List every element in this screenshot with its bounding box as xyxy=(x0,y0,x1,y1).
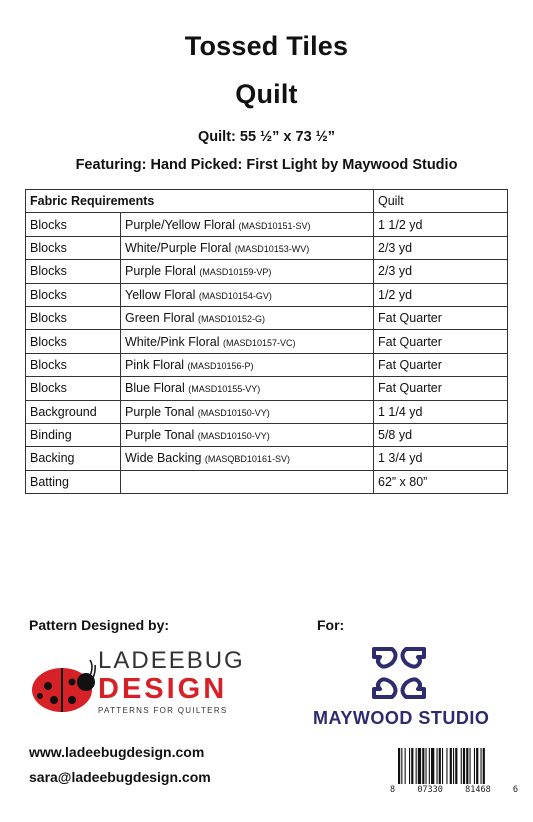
header-quilt: Quilt xyxy=(374,190,508,213)
fabric-quantity-cell: 1/2 yd xyxy=(374,283,508,306)
fabric-quantity-cell: 2/3 yd xyxy=(374,260,508,283)
fabric-name-cell xyxy=(121,330,374,353)
barcode-bar xyxy=(401,748,402,784)
fabric-use-cell: Blocks xyxy=(26,353,121,376)
barcode-digits xyxy=(390,785,518,795)
fabric-quantity-cell: Fat Quarter xyxy=(374,377,508,400)
fabric-code: (MASD10155-VY) xyxy=(188,384,261,395)
barcode-bar xyxy=(431,748,434,784)
fabric-quantity-cell: 1 1/4 yd xyxy=(374,400,508,423)
fabric-use-cell: Blocks xyxy=(26,260,121,283)
fabric-name: White/Pink Floral xyxy=(125,334,220,349)
fabric-use-cell: Batting xyxy=(26,470,121,493)
fabric-code: (MASD10154-GV) xyxy=(198,290,272,301)
fabric-code: (MASD10156-P) xyxy=(187,360,254,371)
fabric-use-cell: Backing xyxy=(26,447,121,470)
table-row xyxy=(26,423,508,446)
fabric-code: (MASD10157-VC) xyxy=(222,337,296,348)
header-fabric-requirements: Fabric Requirements xyxy=(26,190,374,213)
logo-word-design: DESIGN xyxy=(98,673,228,705)
fabric-quantity-cell: 5/8 yd xyxy=(374,423,508,446)
email-link[interactable]: sara@ladeebugdesign.com xyxy=(29,769,211,785)
fabric-name: Wide Backing xyxy=(125,451,202,466)
barcode-bar xyxy=(422,748,424,784)
logo-tagline: PATTERNS FOR QUILTERS xyxy=(98,706,228,715)
barcode-bar xyxy=(439,748,441,784)
table-row xyxy=(26,283,508,306)
fabric-name-cell xyxy=(121,423,374,446)
fabric-name: Purple/Yellow Floral xyxy=(125,217,236,232)
fabric-use-cell: Background xyxy=(26,400,121,423)
barcode-bar xyxy=(409,748,410,784)
fabric-use-cell: Binding xyxy=(26,423,121,446)
fabric-code: (MASD10159-VP) xyxy=(199,267,272,278)
barcode-bar xyxy=(453,748,454,784)
fabric-name-cell xyxy=(121,447,374,470)
fabric-name: Pink Floral xyxy=(125,357,185,372)
fabric-name-cell xyxy=(121,260,374,283)
fabric-quantity-cell: 62” x 80” xyxy=(374,470,508,493)
barcode-bar xyxy=(426,748,427,784)
fabric-use-cell: Blocks xyxy=(26,236,121,259)
table-row xyxy=(26,470,508,493)
fabric-quantity-cell: Fat Quarter xyxy=(374,353,508,376)
barcode-digit-group: 81468 xyxy=(465,785,491,795)
fabric-use-cell: Blocks xyxy=(26,377,121,400)
fabric-name: Green Floral xyxy=(125,311,195,326)
quilt-size: Quilt: 55 ½” x 73 ½” xyxy=(198,129,335,145)
fabric-use-cell: Blocks xyxy=(26,330,121,353)
maywood-studio-icon xyxy=(370,645,428,701)
featuring-line: Featuring: Hand Picked: First Light by Maywood Studio xyxy=(75,157,458,173)
barcode-bar xyxy=(481,748,482,784)
table-header-row xyxy=(26,190,508,213)
table-row xyxy=(26,330,508,353)
barcode-bar xyxy=(416,748,417,784)
barcode-digit-group: 6 xyxy=(512,785,518,795)
barcode-bar xyxy=(476,748,478,784)
fabric-name-cell xyxy=(121,306,374,329)
logo-word-ladeebug: LADEEBUG xyxy=(98,647,245,674)
fabric-code: (MASQBD10161-SV) xyxy=(204,454,290,465)
table-row xyxy=(26,377,508,400)
table-row xyxy=(26,260,508,283)
fabric-name-cell xyxy=(121,400,374,423)
fabric-name-cell xyxy=(121,353,374,376)
pattern-title: Tossed Tiles xyxy=(184,31,349,61)
fabric-name: Yellow Floral xyxy=(125,287,196,302)
barcode-bar xyxy=(463,748,465,784)
ladybug-icon xyxy=(28,656,96,716)
fabric-code: (MASD10151-SV) xyxy=(238,220,311,231)
fabric-name: Blue Floral xyxy=(125,381,185,396)
table-row xyxy=(26,447,508,470)
barcode-bar xyxy=(398,748,400,784)
table-row xyxy=(26,353,508,376)
for-label: For: xyxy=(317,617,345,633)
fabric-name: Purple Floral xyxy=(125,264,196,279)
website-link[interactable]: www.ladeebugdesign.com xyxy=(29,744,205,760)
barcode-bar xyxy=(461,748,462,784)
fabric-use-cell: Blocks xyxy=(26,283,121,306)
barcode-digit-group: 07330 xyxy=(417,785,443,795)
barcode-bar xyxy=(483,748,485,784)
fabric-name: White/Purple Floral xyxy=(125,240,232,255)
fabric-name-cell xyxy=(121,377,374,400)
fabric-quantity-cell: 1 3/4 yd xyxy=(374,447,508,470)
fabric-name: Purple Tonal xyxy=(125,404,195,419)
barcode-bar xyxy=(450,748,452,784)
fabric-code: (MASD10153-WV) xyxy=(234,243,310,254)
fabric-requirements-table xyxy=(25,189,508,494)
barcode-bar xyxy=(418,748,421,784)
barcode-digit-group: 8 xyxy=(390,785,396,795)
fabric-name-cell xyxy=(121,470,374,493)
fabric-quantity-cell: Fat Quarter xyxy=(374,330,508,353)
table-row xyxy=(26,400,508,423)
barcode-bar xyxy=(470,748,471,784)
barcode-bar xyxy=(429,748,430,784)
barcode-bar xyxy=(474,748,475,784)
fabric-code: (MASD10152-G) xyxy=(197,314,265,325)
fabric-quantity-cell: 2/3 yd xyxy=(374,236,508,259)
maywood-studio-wordmark: MAYWOOD STUDIO xyxy=(313,708,490,728)
designer-logo-text xyxy=(98,648,245,715)
barcode-bar xyxy=(446,748,447,784)
fabric-code: (MASD10150-VY) xyxy=(197,407,270,418)
barcode-bar xyxy=(442,748,443,784)
barcode-bar xyxy=(405,748,406,784)
table-row xyxy=(26,213,508,236)
fabric-quantity-cell: Fat Quarter xyxy=(374,306,508,329)
barcode-bar xyxy=(455,748,457,784)
fabric-name: Purple Tonal xyxy=(125,428,195,443)
fabric-use-cell: Blocks xyxy=(26,213,121,236)
barcode-bar xyxy=(466,748,468,784)
pattern-title-line2: Quilt xyxy=(235,79,298,109)
fabric-use-cell: Blocks xyxy=(26,306,121,329)
fabric-name-cell xyxy=(121,236,374,259)
barcode-bar xyxy=(437,748,438,784)
designed-by-label: Pattern Designed by: xyxy=(29,617,170,633)
fabric-code: (MASD10150-VY) xyxy=(197,431,270,442)
fabric-name-cell xyxy=(121,283,374,306)
table-row xyxy=(26,306,508,329)
table-row xyxy=(26,236,508,259)
barcode-bar xyxy=(411,748,413,784)
fabric-name-cell xyxy=(121,213,374,236)
fabric-quantity-cell: 1 1/2 yd xyxy=(374,213,508,236)
